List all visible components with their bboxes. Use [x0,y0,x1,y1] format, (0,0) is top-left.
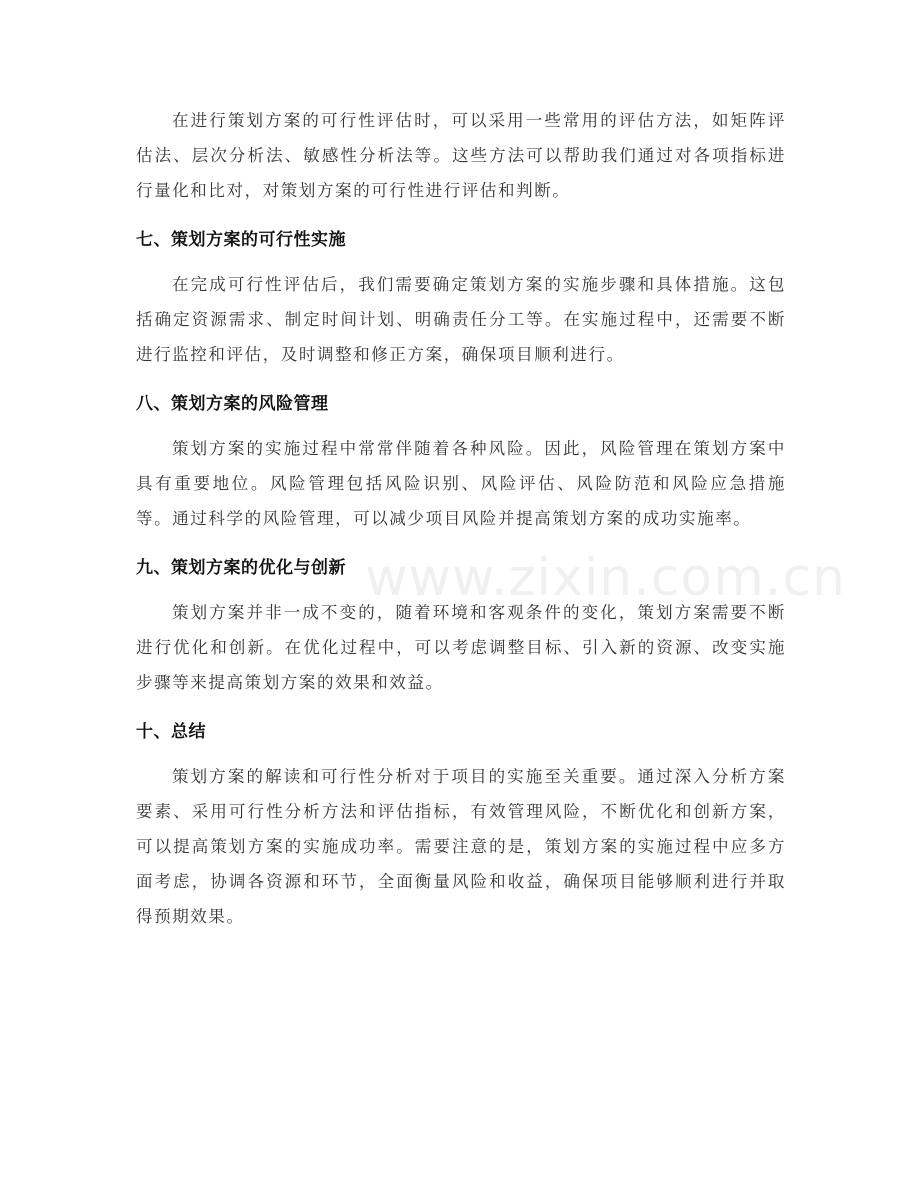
spacer [136,536,786,553]
watermark-text: www.zixin.com.cn [365,548,846,608]
paragraph-implementation: 在完成可行性评估后，我们需要确定策划方案的实施步骤和具体措施。这包括确定资源需求、制定时间计划、明确责任分工等。在实施过程中，还需要不断进行监控和评估，及时调整和修正方案，确保项目顺利进行。 [136,275,786,364]
paragraph-summary: 策划方案的解读和可行性分析对于项目的实施至关重要。通过深入分析方案要素、采用可行性分析方法和评估指标，有效管理风险，不断优化和创新方案，可以提高策划方案的实施成功率。需要注意的是，策划方案的实施过程中应多方面考虑，协调各资源和环节，全面衡量风险和收益，确保项目能够顺利进行并取得预期效果。 [136,767,786,926]
paragraph-evaluation-methods: 在进行策划方案的可行性评估时，可以采用一些常用的评估方法，如矩阵评估法、层次分析法、敏感性分析法等。这些方法可以帮助我们通过对各项指标进行量化和比对，对策划方案的可行性进行评估和判断。 [136,111,786,200]
spacer [136,208,786,225]
spacer [136,419,786,431]
spacer [136,583,786,595]
section-heading-8: 八、策划方案的风险管理 [136,394,329,414]
spacer [136,700,786,717]
section-heading-9: 九、策划方案的优化与创新 [136,558,346,578]
paragraph-risk-management: 策划方案的实施过程中常常伴随着各种风险。因此，风险管理在策划方案中具有重要地位。风险管理包括风险识别、风险评估、风险防范和风险应急措施等。通过科学的风险管理，可以减少项目风险并提高策划方案的成功实施率。 [136,439,786,528]
section-heading-10: 十、总结 [136,722,206,742]
spacer [136,747,786,759]
spacer [136,372,786,389]
paragraph-optimization: 策划方案并非一成不变的，随着环境和客观条件的变化，策划方案需要不断进行优化和创新。在优化过程中，可以考虑调整目标、引入新的资源、改变实施步骤等来提高策划方案的效果和效益。 [136,603,786,692]
section-heading-7: 七、策划方案的可行性实施 [136,230,346,250]
spacer [136,255,786,267]
document-body [136,103,786,934]
